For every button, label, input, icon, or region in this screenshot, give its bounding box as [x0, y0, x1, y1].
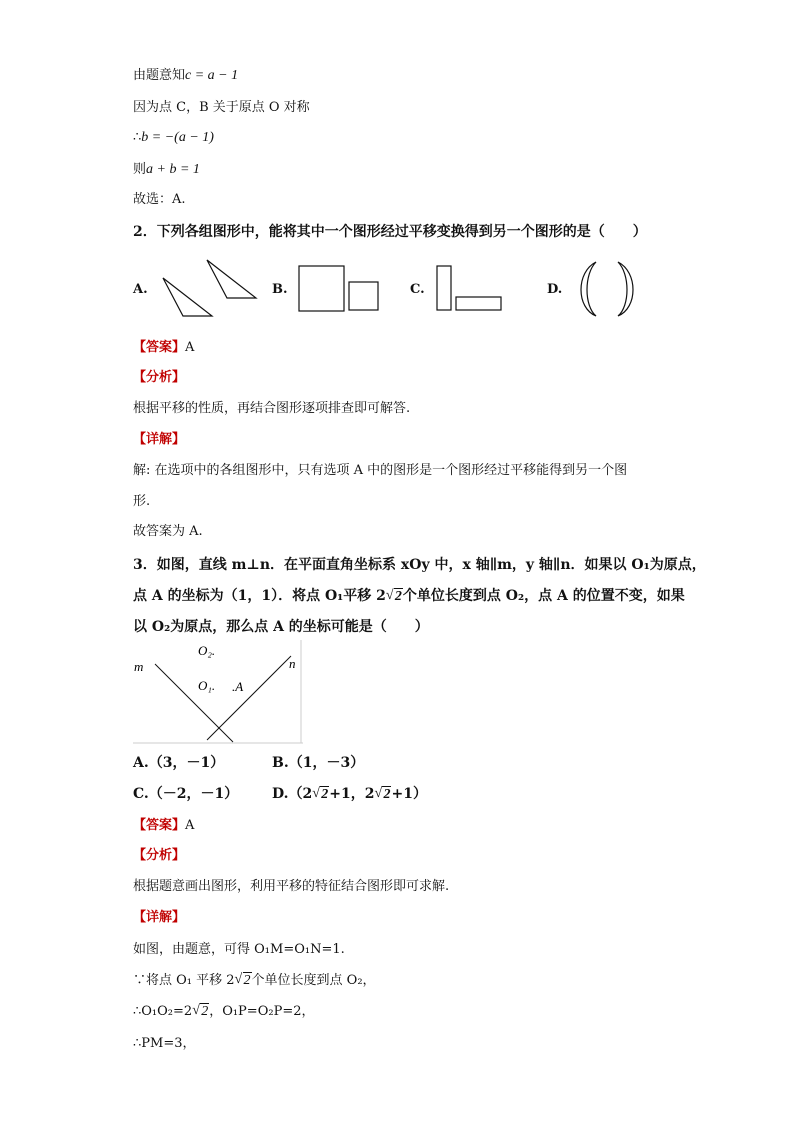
q2-analysis: 根据平移的性质，再结合图形逐项排查即可解答. — [133, 401, 411, 416]
q3-answer — [133, 816, 194, 836]
answer-value: A — [185, 340, 195, 355]
q3-analysis-tag: 【分析】 — [133, 848, 186, 863]
label-m: m — [134, 659, 144, 674]
q2-detail-line-1: 解: 在选项中的各组图形中，只有选项 A 中的图形是一个图形经过平移能得到另一个图 — [133, 463, 628, 478]
math-expression: b = −(a − 1) — [141, 130, 214, 145]
sqrt-expression: √ 2 — [374, 785, 391, 805]
q3-option-d: D.（2√ 2+1，2√ 2+1） — [272, 784, 427, 805]
q2-option-a-figure — [155, 258, 260, 320]
answer-tag: 【答案】 — [133, 818, 186, 833]
label-a: .A — [232, 679, 244, 694]
answer-tag: 【答案】 — [133, 340, 186, 355]
text: 点 A 的坐标为（1，1）．将点 O₁平移 2 — [133, 588, 386, 604]
answer-value: A — [185, 818, 195, 833]
q2-option-c-label: C. — [410, 282, 425, 297]
sqrt-expression: √ 2 — [312, 785, 329, 805]
q3-detail-line-2: ∵将点 O₁ 平移 2√ 2个单位长度到点 O₂， — [133, 971, 376, 991]
text-line-4 — [133, 160, 200, 180]
q2-detail-line-3: 故答案为 A. — [133, 524, 203, 539]
text-line-1 — [133, 66, 238, 86]
q3-detail-line-4: ∴PM=3， — [133, 1036, 196, 1051]
question-3-line-1: 3．如图，直线 m⊥n．在平面直角坐标系 xOy 中，x 轴∥m，y 轴∥n．如果以 O₁为原点， — [133, 557, 706, 573]
q3-detail-line-1: 如图，由题意，可得 O₁M=O₁N=1. — [133, 942, 345, 957]
q3-detail-tag: 【详解】 — [133, 910, 186, 925]
text-line-3 — [133, 128, 214, 148]
q3-option-c: C.（－2，－1） — [133, 786, 239, 802]
therefore-symbol: ∴ — [133, 130, 142, 145]
question-3-line-2 — [133, 586, 685, 607]
q2-option-d-label: D. — [547, 282, 563, 297]
question-2-title: 2．下列各组图形中，能将其中一个图形经过平移变换得到另一个图形的是（ ） — [133, 224, 647, 240]
text-line-2: 因为点 C，B 关于原点 O 对称 — [133, 100, 310, 115]
q2-answer — [133, 338, 194, 358]
label-o2: O₂. — [198, 643, 216, 658]
q2-option-d-figure — [570, 258, 646, 320]
sqrt-expression: √ 2 — [235, 971, 252, 991]
text: 由题意知 — [133, 68, 186, 83]
q3-analysis: 根据题意画出图形，利用平移的特征结合图形即可求解. — [133, 879, 450, 894]
math-expression: a + b = 1 — [146, 162, 200, 177]
math-expression: c = a − 1 — [185, 68, 239, 83]
q2-option-b-figure — [296, 264, 382, 314]
text: 个单位长度到点 O₂，点 A 的位置不变，如果 — [402, 588, 685, 604]
text-line-5: 故选：A. — [133, 192, 186, 207]
q2-analysis-tag: 【分析】 — [133, 370, 186, 385]
text: 则 — [133, 162, 147, 177]
q2-option-a-label: A. — [133, 282, 148, 297]
q2-detail-line-2: 形. — [133, 494, 151, 509]
q3-detail-line-3: ∴O₁O₂=2√ 2，O₁P=O₂P=2， — [133, 1002, 314, 1022]
q2-option-b-label: B. — [272, 282, 288, 297]
q3-option-b: B.（1，－3） — [272, 755, 365, 771]
label-n: n — [289, 656, 296, 671]
q3-figure — [133, 640, 303, 745]
sqrt-expression: √ 2 — [192, 1002, 209, 1022]
q2-detail-tag: 【详解】 — [133, 432, 186, 447]
sqrt-expression: √ 2 — [386, 587, 403, 607]
question-3-line-3: 以 O₂为原点，那么点 A 的坐标可能是（ ） — [133, 619, 429, 635]
label-o1: O₁. — [198, 678, 216, 693]
q2-option-c-figure — [433, 264, 503, 314]
q3-option-a: A.（3，－1） — [133, 755, 225, 771]
